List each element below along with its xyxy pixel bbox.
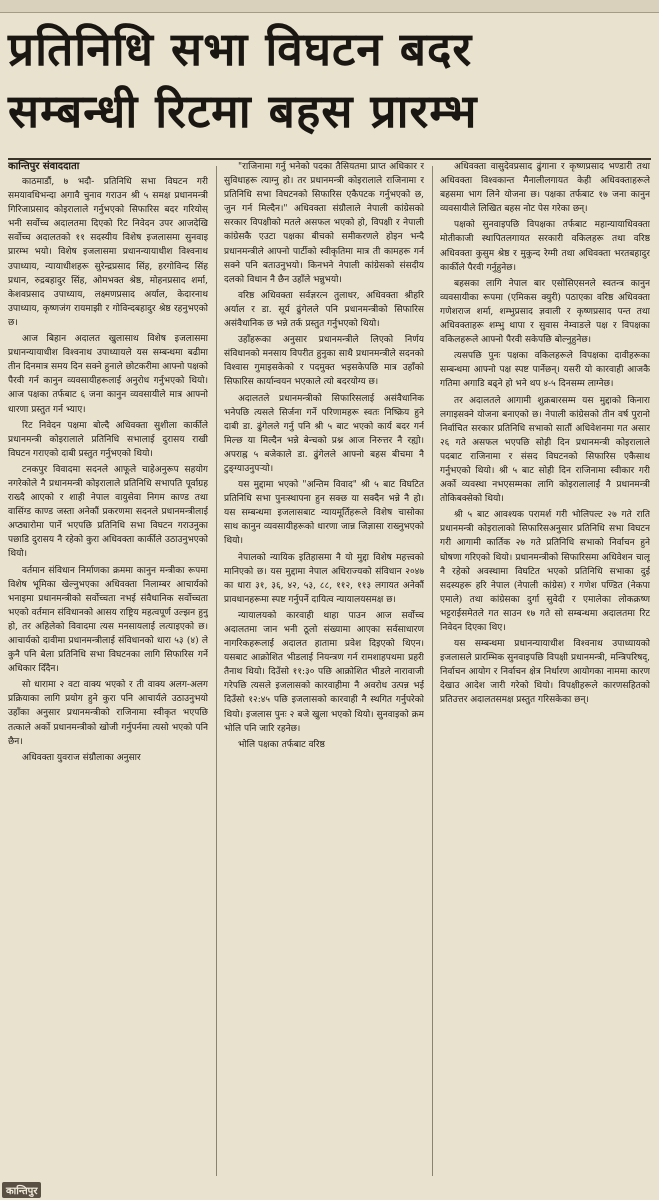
article-column-2 [224,160,424,1186]
headline-line-2: सम्बन्धी रिटमा बहस प्रारम्भ [8,84,478,138]
paragraph: त्यसपछि पुनः पक्षका वकिलहरूले विपक्षका दावीहरूका सम्बन्धमा आफ्नो पक्ष स्पष्ट पार्नेछन्। यसरी यो कारवाही आजकै गतिमा अगाडि बढ्ने हो भने थप ४-५ दिनसम्म लाग्नेछ। [440,351,650,390]
byline: कान्तिपुर संवाददाता [8,161,80,172]
paragraph: टनकपुर विवादमा सदनले आफूले चाहेअनुरूप सहयोग नगरेकोले नै प्रधानमन्त्री कोइरालाले प्रतिनिधि सभापति पूर्वाग्रह राख्दै आएको र शाही नेपाल वायुसेवा निगम काण्ड तथा वासिंग्ड काण्ड जस्ता अनेकौं प्रकरणमा सदनले प्रधानमन्त्रीलाई अप्ठ्यारोमा पार्ने भएपछि प्रतिनिधि सभा विघटन गराउनुका पछाडि दुरासय नै रहेको कुरा अधिवक्ता कार्कीले उठाउनुभएको थियो। [8,464,208,560]
paragraph: वरिष्ठ अधिवक्ता सर्वज्ञरत्न तुलाधर, अधिवक्ता श्रीहरि अर्याल र डा. सूर्य ढुंगेलले पनि प्रधानमन्त्रीको सिफारिस असंवैधानिक छ भन्ने तर्क प्रस्तुत गर्नुभएको थियो। [224,290,424,330]
paragraph: तर अदालतले आगामी शुक्रबारसम्म यस मुद्दाको किनारा लगाइसक्ने योजना बनाएको छ। नेपाली कांग्रेसको तीन वर्ष पुरानो निर्वाचित सरकार प्रतिनिधि सभाको सातौं अधिवेशनमा गत असार २६ गते असफल भएपछि सोही दिन प्रधानमन्त्री कोइरालाले पदबाट राजिनामा र संसद विघटनको सिफारिस एकैसाथ गर्नुभएको थियो। श्री ५ बाट सोही दिन राजिनामा स्वीकार गरी अर्को व्यवस्था नभएसम्मका लागि कोइरालालाई नै प्रधानमन्त्री तोकिबक्सेको थियो। [440,395,650,505]
column-divider [432,166,433,1176]
paragraph: श्री ५ बाट आवश्यक परामर्श गरी भोलिपल्ट २७ गते राति प्रधानमन्त्री कोइरालाको सिफारिसअनुसार प्रतिनिधि सभा विघटन गरी आगामी कार्तिक २७ गते प्रतिनिधि सभाको निर्वाचन हुने घोषणा गरिएको थियो। प्रधानमन्त्रीको सिफारिसमा अधिवेशन चालू नै रहेको अवस्थामा विघटित भएको प्रतिनिधि सभाका दुई सदस्यहरू हरि नेपाल (नेपाली कांग्रेस) र गणेश पण्डित (नेकपा एमाले) तथा कांग्रेसका दुर्गा सुवेदी र एमालेका लोकक्रष्ण भट्टराईसमेतले गत साउन १७ गते सो सम्बन्धमा अदालतमा रिट निवेदन दिएका थिए। [440,510,650,633]
paragraph: अदालतले प्रधानमन्त्रीको सिफारिसलाई असंवैधानिक भनेपछि त्यसले सिर्जना गर्ने परिणामहरू स्वतः निष्क्रिय हुने दाबी डा. ढुंगेलले गर्नु पनि श्री ५ बाट भएको कार्य बदर गर्न मिल्छ या मिल्दैन भन्ने बेन्चको प्रश्न आज निरुत्तर नै रह्यो। अपराह्न ५ बजेकाले डा. ढुंगेलले आफ्नो बहस बीचमा नै टुङ्ग्याउनुपर्‍यो। [224,393,424,474]
paragraph: काठमाडौं, ७ भदौ- प्रतिनिधि सभा विघटन गरी समयावधिभन्दा अगावै चुनाव गराउन श्री ५ समक्ष प्रधानमन्त्री गिरिजाप्रसाद कोइरालाले गर्नुभएको सिफारिस बदर गरियोस् भनी सर्वोच्च अदालतमा दिएको रिट निवेदन उपर आजदेखि सर्वोच्च अदालतको ११ सदस्यीय विशेष इजलासमा सुनवाइ प्रारम्भ भयो। विशेष इजलासमा प्रधानन्यायाधीश विश्वनाथ उपाध्याय, न्यायाधीशहरू सुरेन्द्रप्रसाद सिंह, हरगोविन्द सिंह प्रधान, रुद्रबहादुर सिंह, ओमभक्त श्रेष्ठ, मोहनप्रसाद शर्मा, केशवप्रसाद उपाध्याय, लक्ष्मणप्रसाद अर्याल, केदारनाथ उपाध्याय, कृष्णजंग रायमाझी र गोविन्दबहादुर श्रेष्ठ रहनुभएको छ। [8,177,208,328]
headline [8,18,651,160]
headline-line-1: प्रतिनिधि सभा विघटन बदर [8,22,473,76]
paragraph: यस मुद्दामा भएको "अन्तिम विवाद" श्री ५ बाट विघटित प्रतिनिधि सभा पुनःस्थापना हुन सक्छ या सक्दैन भन्ने नै हो। यस सम्बन्धमा इजलासबाट न्यायमूर्तिहरूले विशेष चासोका साथ कानुन व्यवसायीहरूको धारणा जान्न जिज्ञासा राख्नुभएको थियो। [224,480,424,547]
paragraph: उहाँहरूका अनुसार प्रधानमन्त्रीले लिएको निर्णय संविधानको मनसाय विपरीत हुनुका साथै प्रधानमन्त्रीले सदनको विश्वास गुमाइसकेको र पदमुक्त भइसकेपछि मात्र उहाँको सिफारिस कार्यान्वयन भएकाले त्यो बदरयोग्य छ। [224,335,424,388]
paragraph: अधिवक्ता वासुदेवप्रसाद ढुंगाना र कृष्णप्रसाद भण्डारी तथा अधिवक्ता विश्वकान्त मैनालीलगायत केही अधिवक्ताहरूले बहसमा भाग लिने योजना छ। पक्षका तर्फबाट १७ जना कानुन व्यवसायीले लिखित बहस नोट पेस गरेका छन्। [440,162,650,215]
paragraph: आज बिहान अदालत खुलासाथ विशेष इजलासमा प्रधानन्यायाधीश विश्वनाथ उपाध्यायले यस सम्बन्धमा बढीमा तीन दिनमात्र समय दिन सक्ने हुनाले छोटकरीमा आफ्नो पक्षको पैरवी गर्न कानुन व्यवसायीहरूलाई अनुरोध गर्नुभएको थियो। आज पक्षका तर्फबाट ६ जना कानुन व्यवसायीले मात्र आफ्नो धारणा प्रस्तुत गर्न भ्याए। [8,334,208,415]
paragraph: "राजिनामा गर्नु भनेको पदका तैसियतमा प्राप्त अधिकार र सुविधाहरू त्याग्नु हो। तर प्रधानमन्त्री कोइरालाले राजिनामा र प्रतिनिधि सभा विघटनको सिफारिस एकैपटक गर्नुभएको छ, जुन गर्न मिल्दैन।" अधिवक्ता संग्रौलाले नेपाली कांग्रेसको सरकार विपक्षीको मतले असफल भएको हो, विपक्षी र नेपाली कांग्रेसकै एउटा पक्षका बीचको समीकरणले होइन भन्दै प्रधानमन्त्रीले आफ्नो पार्टीको स्वीकृतिमा मात्र ती कामहरू गर्न सक्ने पनि बताउनुभयो। किनभने नेपाली कांग्रेसको संसदीय दलको विधान नै छैन उहाँले भन्नुभयो। [224,162,424,285]
paragraph: अधिवक्ता युवराज संग्रौलाका अनुसार [22,752,141,763]
column-divider [216,166,217,1176]
paragraph: सो धारामा २ वटा वाक्य भएको र ती वाक्य अलग-अलग प्रक्रियाका लागि प्रयोग हुने कुरा पनि आचार्यले उठाउनुभयो उहाँका अनुसार प्रधानमन्त्रीको राजिनामा स्वीकृत भएपछि तत्काले अर्को प्रधानमन्त्रीको खोजी गर्नुपर्नमा त्यसो भएको पनि छैन। [8,680,208,747]
paragraph: वर्तमान संविधान निर्माणका क्रममा कानुन मन्त्रीका रूपमा विशेष भूमिका खेल्नुभएका अधिवक्ता निलाम्बर आचार्यको भनाइमा प्रधानमन्त्रीको सर्वोच्चता नभई संवैधानिक सर्वोच्चता भएको वर्तमान संविधानको आसय राष्ट्रिय महत्वपूर्ण उल्झन हुनु हो, तर अहिलेको विवादमा त्यस मनसायलाई लत्याइएको छ। आचार्यको दावीमा प्रधानमन्त्रीलाई संविधानको धारा ५३ (४) ले कुनै पनि बेला प्रतिनिधि सभा विघटनका लागि सिफारिस गर्ने अधिकार दिँदैन। [8,565,208,675]
paragraph: रिट निवेदन पक्षमा बोल्दै अधिवक्ता सुशीला कार्कीले प्रधानमन्त्री कोइरालाले प्रतिनिधि सभालाई दुरासय राखी विघटन गराएको दाबी प्रस्तुत गर्नुभएको थियो। [8,420,208,459]
paragraph: पक्षको सुनवाइपछि विपक्षका तर्फबाट महान्यायाधिवक्ता मोतीकाजी स्थापितलगायत सरकारी वकिलहरू तथा वरिष्ठ अधिवक्ता कुसुम श्रेष्ठ र मुकुन्द रेग्मी तथा अधिवक्ता भरतबहादुर कार्कीले पैरवी गर्नुहुनेछ। [440,220,650,273]
article-column-1 [8,160,208,1186]
paragraph: बहसका लागि नेपाल बार एसोसिएसनले स्वतन्त्र कानुन व्यवसायीका रूपमा (एमिकस क्युरी) पठाएका वरिष्ठ अधिवक्ता गणेशराज शर्मा, शम्भुप्रसाद ज्ञवाली र कृष्णप्रसाद पन्त तथा अधिवक्ताहरू शम्भु थापा र सुवास नेम्वाङले पक्ष र विपक्षका वकिलहरूले आफ्नो पैरवी सकेपछि बोल्नुहुनेछ। [440,278,650,346]
paragraph: भोलि पक्षका तर्फबाट वरिष्ठ [238,739,325,750]
paragraph: नेपालको न्यायिक इतिहासमा नै यो मुद्दा विशेष महत्त्वको मानिएको छ। यस मुद्दामा नेपाल अधिराज्यको संविधान २०४७ का धारा ३१, ३६, ४२, ५३, ८८, ११२, ११३ लगायत अनेकौं प्रावधानहरूमा स्पष्ट गर्नुपर्ने दायित्व न्यायालयसमक्ष छ। [224,552,424,605]
paragraph: न्यायालयको कारवाही थाहा पाउन आज सर्वोच्च अदालतमा जान भनी ठूलो संख्यामा आएका सर्वसाधारण नागरिकहरूलाई अदालत हातामा प्रवेश दिइएको थिएन। यसबाट आक्रोशित भीडलाई नियन्त्रण गर्न रामशाहपथमा प्रहरी तैनाथ थियो। दिउँसो ११:३० पछि आक्रोशित भीडले नारावाजी गरेपछि त्यसले इजलासको कारवाहीमा नै अवरोध उत्पन्न भई दिउँसो १२:४५ पछि इजलासको कारवाही नै स्थगित गर्नुपरेको थियो। इजलास पुनः २ बजे खुला भएको थियो। सुनवाइको क्रम भोलि पनि जारि रहनेछ। [224,610,424,734]
page-top-strip [0,0,659,13]
paragraph: यस सम्बन्धमा प्रधानन्यायाधीश विश्वनाथ उपाध्यायको इजलासले प्रारम्भिक सुनवाइपछि विपक्षी प्रधानमन्त्री, मन्त्रिपरिषद्, निर्वाचन आयोग र निर्वाचन क्षेत्र निर्धारण आयोगका नाममा कारण देखाउ आदेश जारी गरेको थियो। विपक्षीहरूले कारणसहितको प्रतिउत्तर अदालतसमक्ष प्रस्तुत गरिसकेका छन्। [440,639,650,706]
source-watermark: कान्तिपुर [2,1182,41,1198]
article-column-3 [440,160,650,1186]
